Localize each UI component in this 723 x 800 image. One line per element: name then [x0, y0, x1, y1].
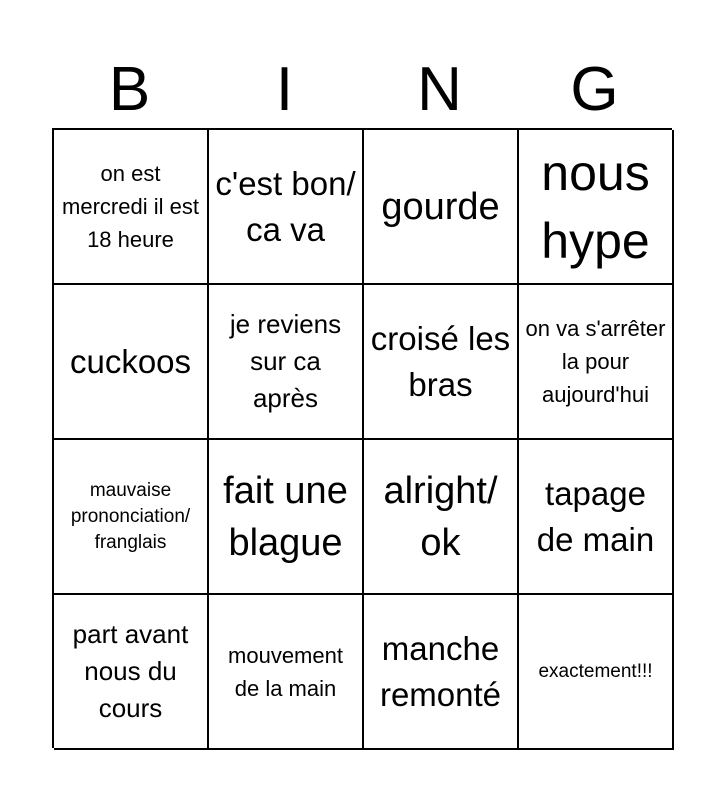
cell-text: gourde — [381, 185, 500, 228]
bingo-cell[interactable] — [519, 285, 674, 440]
bingo-cell[interactable] — [519, 440, 674, 595]
bingo-cell[interactable] — [364, 285, 519, 440]
header-letter-g: G — [570, 55, 619, 124]
bingo-cell[interactable] — [209, 595, 364, 750]
bingo-header — [52, 52, 672, 128]
bingo-cell[interactable] — [209, 130, 364, 285]
cell-text: fait une blague — [223, 469, 348, 564]
cell-text: manche remonté — [379, 629, 502, 713]
bingo-cell[interactable] — [364, 595, 519, 750]
cell-text: nous hype — [541, 144, 650, 269]
header-letter-n: N — [417, 55, 462, 124]
bingo-cell[interactable] — [54, 285, 209, 440]
bingo-cell[interactable] — [209, 440, 364, 595]
bingo-cell[interactable] — [364, 130, 519, 285]
header-letter-i: I — [275, 55, 294, 124]
bingo-cell[interactable] — [519, 595, 674, 750]
cell-text: c'est bon/ ca va — [215, 164, 356, 248]
cell-text: mauvaise prononciation/ franglais — [70, 479, 191, 553]
cell-text: part avant nous du cours — [72, 619, 189, 723]
bingo-cell[interactable] — [54, 595, 209, 750]
header-letter-b: B — [108, 55, 151, 124]
cell-text: tapage de main — [536, 474, 655, 558]
bingo-cell[interactable] — [209, 285, 364, 440]
cell-text: mouvement de la main — [228, 642, 343, 701]
cell-text: on est mercredi il est 18 heure — [62, 161, 199, 252]
cell-text: on va s'arrêter la pour aujourd'hui — [525, 316, 666, 407]
cell-text: exactement!!! — [538, 660, 653, 682]
cell-text: croisé les bras — [370, 319, 511, 403]
cell-text: cuckoos — [69, 342, 192, 380]
bingo-cell[interactable] — [54, 130, 209, 285]
bingo-cell[interactable] — [54, 440, 209, 595]
cell-text: alright/ ok — [383, 469, 498, 564]
cell-text: je reviens sur ca après — [229, 309, 342, 413]
bingo-grid — [52, 128, 672, 748]
bingo-cell[interactable] — [519, 130, 674, 285]
bingo-cell[interactable] — [364, 440, 519, 595]
